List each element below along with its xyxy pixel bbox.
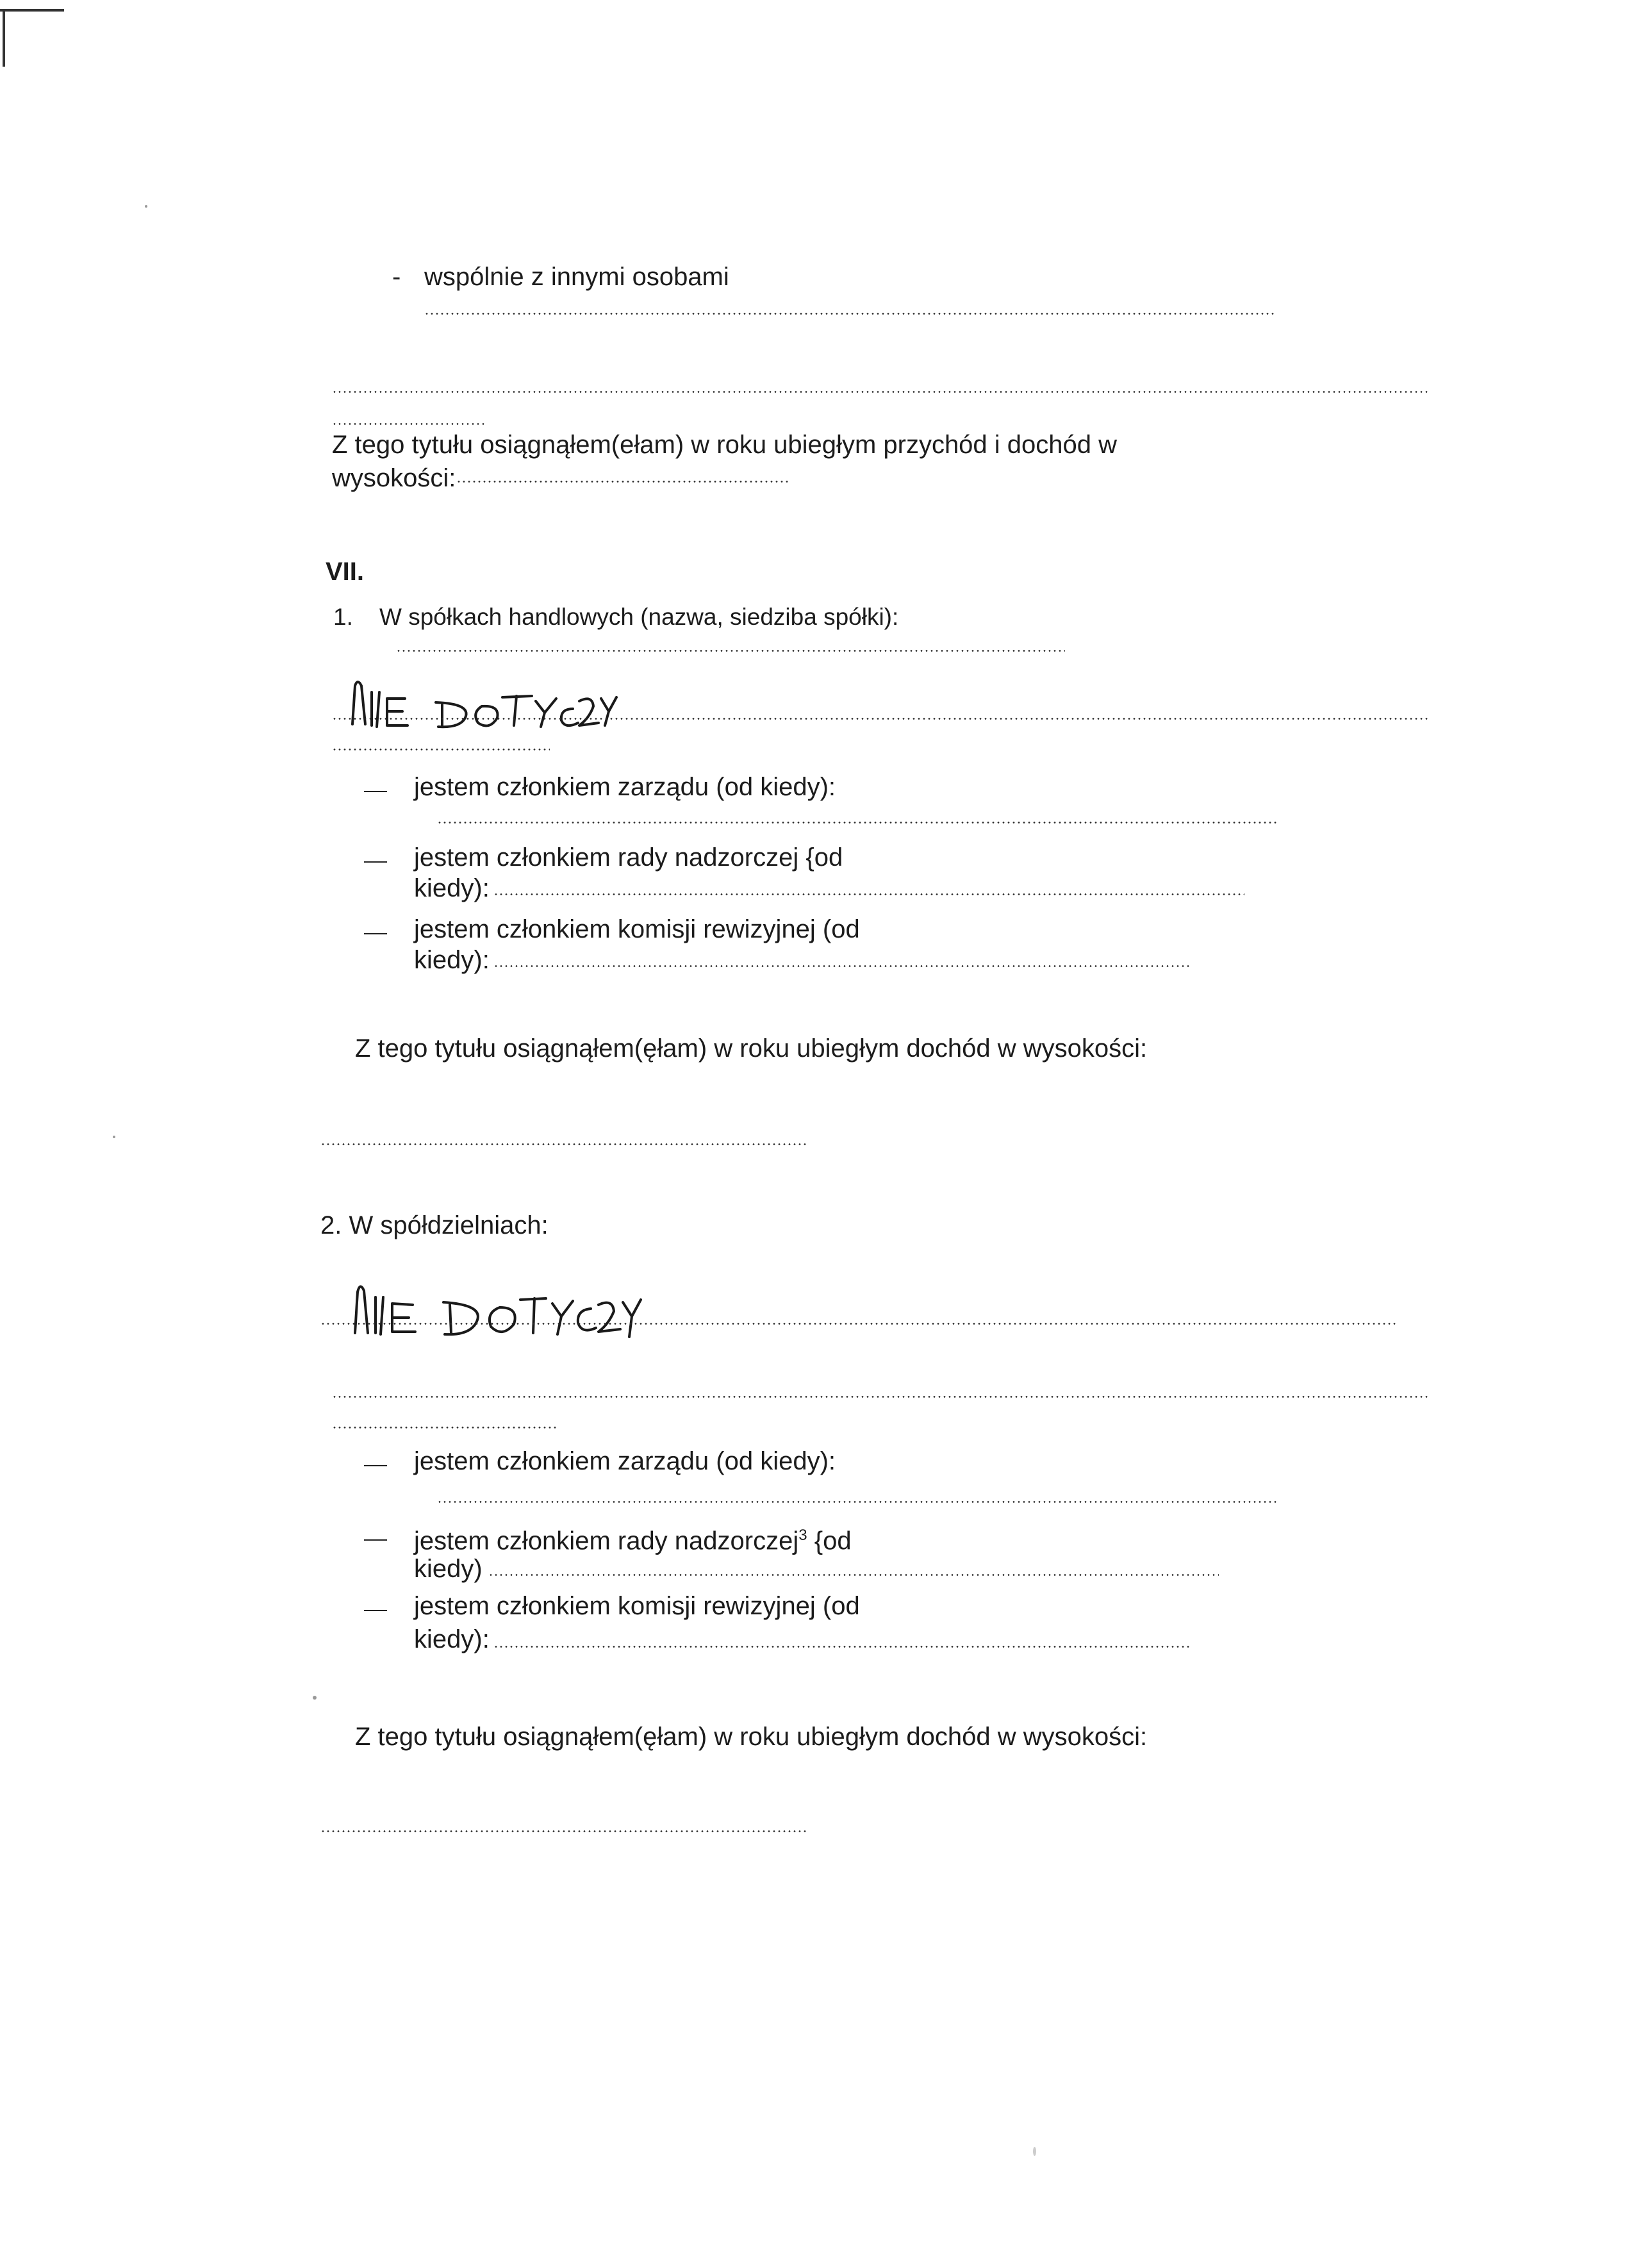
role-management-board: jestem członkiem zarządu (od kiedy): [414, 1447, 836, 1475]
dotted-line [396, 650, 1065, 652]
income-statement-item1: Z tego tytułu osiągnąłem(ęłam) w roku ubiegłym dochód w wysokości: [355, 1034, 1148, 1063]
dotted-line [332, 391, 1428, 393]
dotted-line [493, 893, 1244, 895]
role-dash [364, 791, 387, 792]
role-dash [364, 933, 387, 934]
item-number: 1. [333, 604, 353, 630]
footnote-marker: 3 [798, 1527, 807, 1544]
handwritten-signature-1 [346, 673, 615, 731]
scan-speck [313, 1696, 317, 1700]
role-dash [364, 1610, 387, 1611]
dotted-line [488, 1574, 1219, 1576]
role-supervisory-board: jestem członkiem rady nadzorczej {od [414, 843, 843, 872]
role-management-board: jestem członkiem zarządu (od kiedy): [414, 773, 836, 801]
joint-ownership-label: wspólnie z innymi osobami [424, 263, 729, 291]
dotted-line [332, 1427, 556, 1429]
dotted-line [332, 749, 550, 750]
cooperatives-heading: 2. W spółdzielniach: [320, 1211, 549, 1239]
scan-corner-mark [0, 9, 64, 12]
dotted-line [320, 1830, 807, 1832]
dotted-line [493, 965, 1191, 967]
income-statement-line2: wysokości: [332, 464, 456, 492]
role-supervisory-board-since: kiedy) [414, 1555, 483, 1583]
role-supervisory-board-since: kiedy): [414, 874, 490, 902]
scan-corner-mark-vertical [3, 9, 5, 67]
scan-speck [113, 1136, 115, 1138]
scan-speck [1033, 2147, 1036, 2156]
bullet-dash: - [392, 263, 401, 291]
income-statement-item2: Z tego tytułu osiągnąłem(ęłam) w roku ubiegłym dochód w wysokości: [355, 1723, 1148, 1751]
role-dash [364, 861, 387, 863]
dotted-line [456, 481, 788, 483]
role-audit-committee-since: kiedy): [414, 1625, 490, 1653]
role-supervisory-board: jestem członkiem rady nadzorczej$^3$ {od [414, 1527, 852, 1555]
dotted-line [493, 1646, 1191, 1648]
dotted-line [320, 1143, 807, 1145]
dotted-line [437, 822, 1276, 824]
dotted-line [424, 313, 1275, 315]
dotted-line [332, 1396, 1428, 1398]
dotted-line [320, 1323, 1397, 1325]
role-audit-committee: jestem członkiem komisji rewizyjnej (od [414, 1592, 860, 1620]
section-heading: VII. [326, 558, 365, 586]
handwritten-signature-2 [349, 1275, 643, 1339]
income-statement-line1: Z tego tytułu osiągnąłem(ełam) w roku ubiegłym przychód i dochód w [332, 431, 1118, 459]
scan-speck [145, 205, 147, 208]
role-dash [364, 1465, 387, 1466]
commercial-companies-label: W spółkach handlowych (nazwa, siedziba spółki): [379, 604, 899, 630]
dotted-line [332, 423, 486, 425]
dotted-line [332, 718, 1428, 720]
role-audit-committee: jestem członkiem komisji rewizyjnej (od [414, 915, 860, 943]
role-dash [364, 1539, 387, 1541]
dotted-line [437, 1501, 1276, 1503]
role-audit-committee-since: kiedy): [414, 946, 490, 974]
